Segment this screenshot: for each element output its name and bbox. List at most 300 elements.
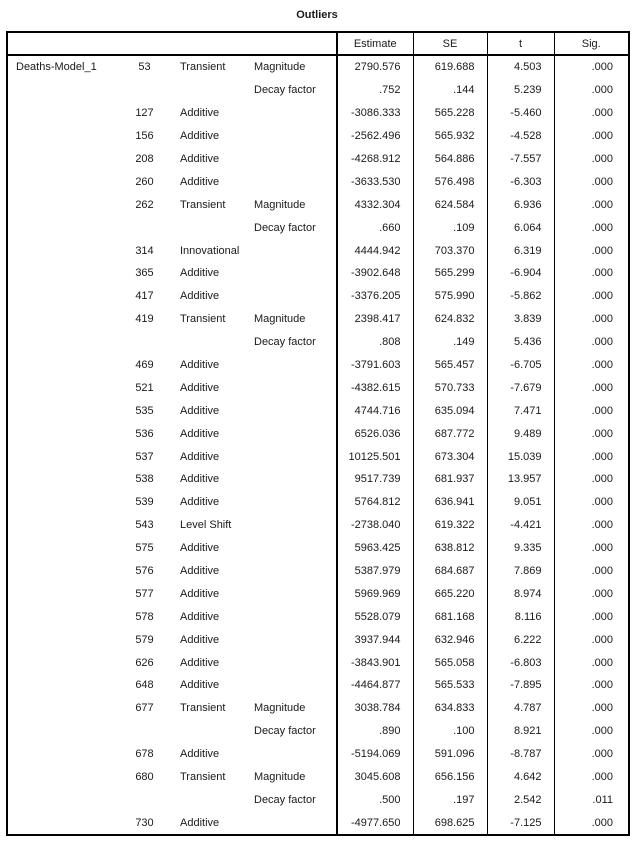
model-name-cell bbox=[7, 239, 111, 262]
se-cell: 565.932 bbox=[413, 125, 487, 148]
outlier-type-cell: Additive bbox=[180, 565, 220, 578]
table-row bbox=[7, 605, 629, 628]
outlier-type-cell: Additive bbox=[180, 473, 220, 486]
parameter-cell: Magnitude bbox=[254, 61, 306, 74]
parameter-cell bbox=[252, 376, 337, 399]
outlier-type-cell bbox=[178, 720, 252, 743]
t-cell: 2.542 bbox=[487, 789, 554, 812]
outlier-id-cell: 262 bbox=[135, 198, 154, 211]
parameter-cell bbox=[252, 354, 337, 377]
outlier-type-cell bbox=[178, 216, 252, 239]
model-name-cell bbox=[7, 537, 111, 560]
t-cell: 6.319 bbox=[487, 239, 554, 262]
outlier-id-cell: 314 bbox=[135, 244, 154, 257]
t-cell: 5.239 bbox=[487, 79, 554, 102]
outlier-id-cell: 579 bbox=[135, 633, 154, 646]
sig-cell: .000 bbox=[554, 811, 629, 835]
table-row bbox=[7, 720, 629, 743]
table-row bbox=[7, 170, 629, 193]
outlier-type-cell: Additive bbox=[180, 633, 220, 646]
t-cell: 9.489 bbox=[487, 422, 554, 445]
se-cell: 681.937 bbox=[413, 468, 487, 491]
se-cell: .109 bbox=[413, 216, 487, 239]
header-blank bbox=[7, 32, 337, 55]
se-cell: 687.772 bbox=[413, 422, 487, 445]
table-row bbox=[7, 468, 629, 491]
t-cell: -7.557 bbox=[487, 148, 554, 171]
model-name-cell bbox=[7, 285, 111, 308]
parameter-cell bbox=[252, 148, 337, 171]
t-cell: 5.436 bbox=[487, 331, 554, 354]
model-name-cell bbox=[7, 399, 111, 422]
parameter-cell bbox=[252, 262, 337, 285]
table-row bbox=[7, 239, 629, 262]
outlier-id-cell: 53 bbox=[138, 61, 151, 74]
se-cell: 703.370 bbox=[413, 239, 487, 262]
estimate-cell: -3843.901 bbox=[337, 651, 413, 674]
outlier-type-cell: Additive bbox=[180, 175, 220, 188]
se-cell: .144 bbox=[413, 79, 487, 102]
sig-cell: .000 bbox=[554, 537, 629, 560]
se-cell: 635.094 bbox=[413, 399, 487, 422]
table-row bbox=[7, 628, 629, 651]
sig-cell: .000 bbox=[554, 285, 629, 308]
outlier-type-cell bbox=[178, 789, 252, 812]
estimate-cell: 5528.079 bbox=[337, 605, 413, 628]
model-name-cell bbox=[7, 125, 111, 148]
sig-cell: .000 bbox=[554, 491, 629, 514]
col-header-t: t bbox=[487, 32, 554, 55]
model-name-cell bbox=[7, 376, 111, 399]
table-row bbox=[7, 514, 629, 537]
outlier-type-cell: Transient bbox=[180, 313, 226, 326]
outlier-id-cell: 260 bbox=[135, 175, 154, 188]
table-row bbox=[7, 285, 629, 308]
t-cell: 8.116 bbox=[487, 605, 554, 628]
model-name-cell bbox=[7, 262, 111, 285]
outlier-type-cell: Additive bbox=[180, 748, 220, 761]
model-name-cell bbox=[7, 628, 111, 651]
sig-cell: .000 bbox=[554, 514, 629, 537]
parameter-cell bbox=[252, 170, 337, 193]
parameter-cell bbox=[252, 399, 337, 422]
sig-cell: .011 bbox=[554, 789, 629, 812]
model-name-cell bbox=[7, 605, 111, 628]
sig-cell: .000 bbox=[554, 170, 629, 193]
model-name-cell bbox=[7, 674, 111, 697]
t-cell: 4.642 bbox=[487, 766, 554, 789]
parameter-cell bbox=[252, 582, 337, 605]
table-row bbox=[7, 262, 629, 285]
table-row bbox=[7, 537, 629, 560]
se-cell: 673.304 bbox=[413, 445, 487, 468]
outlier-id-cell: 208 bbox=[135, 153, 154, 165]
estimate-cell: -5194.069 bbox=[337, 743, 413, 766]
estimate-cell: .500 bbox=[337, 789, 413, 812]
t-cell: -4.528 bbox=[487, 125, 554, 148]
model-name-cell bbox=[7, 743, 111, 766]
model-name-cell: Deaths-Model_1 bbox=[16, 61, 97, 74]
t-cell: -7.895 bbox=[487, 674, 554, 697]
t-cell: 4.503 bbox=[487, 55, 554, 79]
se-cell: .149 bbox=[413, 331, 487, 354]
t-cell: 15.039 bbox=[487, 445, 554, 468]
outlier-type-cell: Level Shift bbox=[180, 519, 232, 532]
parameter-cell bbox=[252, 537, 337, 560]
outlier-type-cell: Additive bbox=[180, 587, 220, 600]
sig-cell: .000 bbox=[554, 376, 629, 399]
outlier-id-cell: 576 bbox=[135, 565, 154, 578]
outlier-id-cell: 680 bbox=[135, 771, 154, 784]
model-name-cell bbox=[7, 514, 111, 537]
model-name-cell bbox=[7, 331, 111, 354]
model-name-cell bbox=[7, 651, 111, 674]
model-name-cell bbox=[7, 811, 111, 835]
estimate-cell: 4744.716 bbox=[337, 399, 413, 422]
outlier-type-cell: Additive bbox=[180, 450, 220, 463]
outlier-type-cell: Additive bbox=[180, 427, 220, 440]
model-name-cell bbox=[7, 468, 111, 491]
sig-cell: .000 bbox=[554, 262, 629, 285]
se-cell: 656.156 bbox=[413, 766, 487, 789]
parameter-cell bbox=[252, 743, 337, 766]
header-row bbox=[7, 32, 629, 55]
table-row bbox=[7, 811, 629, 835]
table-row bbox=[7, 55, 629, 79]
table-row bbox=[7, 491, 629, 514]
estimate-cell: -2738.040 bbox=[337, 514, 413, 537]
outlier-type-cell: Additive bbox=[180, 656, 220, 669]
outlier-type-cell: Additive bbox=[180, 290, 220, 303]
table-row bbox=[7, 331, 629, 354]
model-name-cell bbox=[7, 216, 111, 239]
se-cell: 576.498 bbox=[413, 170, 487, 193]
table-row bbox=[7, 582, 629, 605]
model-name-cell bbox=[7, 491, 111, 514]
model-name-cell bbox=[7, 720, 111, 743]
outlier-type-cell: Additive bbox=[180, 381, 220, 394]
parameter-cell: Magnitude bbox=[254, 313, 306, 326]
outlier-type-cell: Additive bbox=[180, 404, 220, 417]
sig-cell: .000 bbox=[554, 582, 629, 605]
model-name-cell bbox=[7, 79, 111, 102]
outlier-id-cell: 127 bbox=[135, 107, 154, 120]
outlier-type-cell: Additive bbox=[180, 542, 220, 555]
outlier-id-cell: 730 bbox=[135, 816, 154, 829]
sig-cell: .000 bbox=[554, 239, 629, 262]
outlier-id-cell: 156 bbox=[135, 130, 154, 143]
estimate-cell: 3045.608 bbox=[337, 766, 413, 789]
estimate-cell: 3937.944 bbox=[337, 628, 413, 651]
outlier-id-cell: 543 bbox=[135, 519, 154, 532]
parameter-cell bbox=[252, 811, 337, 835]
model-name-cell bbox=[7, 308, 111, 331]
estimate-cell: -3791.603 bbox=[337, 354, 413, 377]
sig-cell: .000 bbox=[554, 766, 629, 789]
outlier-id-cell: 538 bbox=[135, 473, 154, 486]
model-name-cell bbox=[7, 193, 111, 216]
sig-cell: .000 bbox=[554, 193, 629, 216]
se-cell: 624.832 bbox=[413, 308, 487, 331]
outlier-type-cell: Additive bbox=[180, 496, 220, 509]
outlier-type-cell: Additive bbox=[180, 610, 220, 623]
table-title: Outliers bbox=[296, 9, 338, 21]
estimate-cell: -2562.496 bbox=[337, 125, 413, 148]
sig-cell: .000 bbox=[554, 216, 629, 239]
estimate-cell: 10125.501 bbox=[337, 445, 413, 468]
estimate-cell: .660 bbox=[337, 216, 413, 239]
t-cell: 9.051 bbox=[487, 491, 554, 514]
outlier-id-cell bbox=[111, 789, 178, 812]
table-row bbox=[7, 766, 629, 789]
estimate-cell: 6526.036 bbox=[337, 422, 413, 445]
outlier-type-cell: Transient bbox=[180, 771, 226, 784]
estimate-cell: .890 bbox=[337, 720, 413, 743]
model-name-cell bbox=[7, 445, 111, 468]
outlier-type-cell bbox=[178, 331, 252, 354]
parameter-cell: Decay factor bbox=[254, 336, 316, 349]
sig-cell: .000 bbox=[554, 445, 629, 468]
model-name-cell bbox=[7, 789, 111, 812]
table-row bbox=[7, 125, 629, 148]
parameter-cell: Magnitude bbox=[254, 198, 306, 211]
sig-cell: .000 bbox=[554, 125, 629, 148]
t-cell: -5.460 bbox=[487, 102, 554, 125]
table-row bbox=[7, 148, 629, 171]
se-cell: 681.168 bbox=[413, 605, 487, 628]
col-header-sig: Sig. bbox=[554, 32, 629, 55]
table-row bbox=[7, 674, 629, 697]
parameter-cell bbox=[252, 102, 337, 125]
estimate-cell: -4268.912 bbox=[337, 148, 413, 171]
table-row bbox=[7, 743, 629, 766]
estimate-cell: 4332.304 bbox=[337, 193, 413, 216]
parameter-cell bbox=[252, 468, 337, 491]
outlier-type-cell: Transient bbox=[180, 702, 226, 715]
sig-cell: .000 bbox=[554, 560, 629, 583]
parameter-cell bbox=[252, 628, 337, 651]
t-cell: 4.787 bbox=[487, 697, 554, 720]
outlier-id-cell bbox=[111, 216, 178, 239]
se-cell: 591.096 bbox=[413, 743, 487, 766]
parameter-cell bbox=[252, 422, 337, 445]
outlier-id-cell bbox=[111, 720, 178, 743]
parameter-cell: Decay factor bbox=[254, 84, 316, 97]
outlier-id-cell: 537 bbox=[135, 450, 154, 463]
estimate-cell: -3633.530 bbox=[337, 170, 413, 193]
model-name-cell bbox=[7, 697, 111, 720]
t-cell: -7.125 bbox=[487, 811, 554, 835]
outlier-id-cell: 536 bbox=[135, 427, 154, 440]
parameter-cell: Decay factor bbox=[254, 221, 316, 234]
table-row bbox=[7, 308, 629, 331]
estimate-cell: 5764.812 bbox=[337, 491, 413, 514]
t-cell: -6.705 bbox=[487, 354, 554, 377]
t-cell: 13.957 bbox=[487, 468, 554, 491]
table-row bbox=[7, 216, 629, 239]
outlier-id-cell: 521 bbox=[135, 381, 154, 394]
model-name-cell bbox=[7, 422, 111, 445]
t-cell: -6.303 bbox=[487, 170, 554, 193]
outlier-type-cell: Innovational bbox=[180, 244, 240, 257]
estimate-cell: 5963.425 bbox=[337, 537, 413, 560]
t-cell: -6.904 bbox=[487, 262, 554, 285]
se-cell: 698.625 bbox=[413, 811, 487, 835]
estimate-cell: 5387.979 bbox=[337, 560, 413, 583]
table-row bbox=[7, 193, 629, 216]
estimate-cell: 3038.784 bbox=[337, 697, 413, 720]
parameter-cell: Decay factor bbox=[254, 793, 316, 806]
outlier-id-cell bbox=[111, 331, 178, 354]
se-cell: 565.457 bbox=[413, 354, 487, 377]
sig-cell: .000 bbox=[554, 605, 629, 628]
sig-cell: .000 bbox=[554, 628, 629, 651]
se-cell: 575.990 bbox=[413, 285, 487, 308]
model-name-cell bbox=[7, 582, 111, 605]
outlier-id-cell: 648 bbox=[135, 679, 154, 692]
table-row bbox=[7, 399, 629, 422]
se-cell: 564.886 bbox=[413, 148, 487, 171]
table-row bbox=[7, 376, 629, 399]
se-cell: 565.299 bbox=[413, 262, 487, 285]
se-cell: 565.533 bbox=[413, 674, 487, 697]
outlier-type-cell bbox=[178, 79, 252, 102]
t-cell: -4.421 bbox=[487, 514, 554, 537]
outlier-id-cell: 678 bbox=[135, 748, 154, 761]
estimate-cell: 2790.576 bbox=[337, 55, 413, 79]
t-cell: 6.064 bbox=[487, 216, 554, 239]
outlier-type-cell: Transient bbox=[180, 198, 226, 211]
estimate-cell: .808 bbox=[337, 331, 413, 354]
sig-cell: .000 bbox=[554, 651, 629, 674]
table-row bbox=[7, 102, 629, 125]
t-cell: 8.974 bbox=[487, 582, 554, 605]
outlier-id-cell: 417 bbox=[135, 290, 154, 303]
sig-cell: .000 bbox=[554, 720, 629, 743]
outlier-type-cell: Additive bbox=[180, 153, 220, 165]
t-cell: 6.222 bbox=[487, 628, 554, 651]
estimate-cell: -4464.877 bbox=[337, 674, 413, 697]
sig-cell: .000 bbox=[554, 468, 629, 491]
parameter-cell bbox=[252, 514, 337, 537]
t-cell: 6.936 bbox=[487, 193, 554, 216]
se-cell: 624.584 bbox=[413, 193, 487, 216]
se-cell: 636.941 bbox=[413, 491, 487, 514]
sig-cell: .000 bbox=[554, 674, 629, 697]
model-name-cell bbox=[7, 560, 111, 583]
estimate-cell: 5969.969 bbox=[337, 582, 413, 605]
estimate-cell: -3376.205 bbox=[337, 285, 413, 308]
outlier-type-cell: Additive bbox=[180, 816, 220, 829]
outlier-id-cell: 365 bbox=[135, 267, 154, 280]
table-row bbox=[7, 445, 629, 468]
estimate-cell: .752 bbox=[337, 79, 413, 102]
outlier-id-cell: 575 bbox=[135, 542, 154, 555]
sig-cell: .000 bbox=[554, 55, 629, 79]
parameter-cell bbox=[252, 560, 337, 583]
parameter-cell bbox=[252, 445, 337, 468]
outlier-id-cell: 577 bbox=[135, 587, 154, 600]
se-cell: 665.220 bbox=[413, 582, 487, 605]
se-cell: 565.228 bbox=[413, 102, 487, 125]
estimate-cell: -4977.650 bbox=[337, 811, 413, 835]
outlier-type-cell: Additive bbox=[180, 267, 220, 280]
se-cell: 638.812 bbox=[413, 537, 487, 560]
outlier-type-cell: Additive bbox=[180, 107, 220, 120]
se-cell: 632.946 bbox=[413, 628, 487, 651]
table-row bbox=[7, 560, 629, 583]
t-cell: 7.471 bbox=[487, 399, 554, 422]
outlier-type-cell: Additive bbox=[180, 130, 220, 143]
se-cell: .197 bbox=[413, 789, 487, 812]
model-name-cell bbox=[7, 354, 111, 377]
table-row bbox=[7, 789, 629, 812]
sig-cell: .000 bbox=[554, 148, 629, 171]
sig-cell: .000 bbox=[554, 697, 629, 720]
outlier-id-cell: 535 bbox=[135, 404, 154, 417]
parameter-cell: Magnitude bbox=[254, 771, 306, 784]
sig-cell: .000 bbox=[554, 399, 629, 422]
outlier-id-cell: 626 bbox=[135, 656, 154, 669]
se-cell: 570.733 bbox=[413, 376, 487, 399]
se-cell: 619.688 bbox=[413, 55, 487, 79]
table-row bbox=[7, 354, 629, 377]
table-row bbox=[7, 697, 629, 720]
parameter-cell bbox=[252, 285, 337, 308]
parameter-cell bbox=[252, 491, 337, 514]
model-name-cell bbox=[7, 148, 111, 171]
t-cell: 8.921 bbox=[487, 720, 554, 743]
sig-cell: .000 bbox=[554, 331, 629, 354]
model-name-cell bbox=[7, 766, 111, 789]
outlier-id-cell: 419 bbox=[135, 313, 154, 326]
sig-cell: .000 bbox=[554, 308, 629, 331]
t-cell: -8.787 bbox=[487, 743, 554, 766]
estimate-cell: -3086.333 bbox=[337, 102, 413, 125]
outlier-id-cell: 578 bbox=[135, 610, 154, 623]
t-cell: -6.803 bbox=[487, 651, 554, 674]
estimate-cell: -4382.615 bbox=[337, 376, 413, 399]
table-row bbox=[7, 651, 629, 674]
outlier-id-cell bbox=[111, 79, 178, 102]
col-header-estimate: Estimate bbox=[337, 32, 413, 55]
sig-cell: .000 bbox=[554, 743, 629, 766]
parameter-cell: Decay factor bbox=[254, 725, 316, 738]
parameter-cell bbox=[252, 674, 337, 697]
table-row bbox=[7, 79, 629, 102]
parameter-cell bbox=[252, 239, 337, 262]
t-cell: -7.679 bbox=[487, 376, 554, 399]
outliers-table bbox=[6, 31, 630, 836]
t-cell: -5.862 bbox=[487, 285, 554, 308]
sig-cell: .000 bbox=[554, 79, 629, 102]
parameter-cell bbox=[252, 651, 337, 674]
estimate-cell: 4444.942 bbox=[337, 239, 413, 262]
outlier-id-cell: 469 bbox=[135, 359, 154, 372]
se-cell: 634.833 bbox=[413, 697, 487, 720]
table-body bbox=[7, 55, 629, 835]
sig-cell: .000 bbox=[554, 422, 629, 445]
outlier-id-cell: 677 bbox=[135, 702, 154, 715]
t-cell: 7.869 bbox=[487, 560, 554, 583]
col-header-se: SE bbox=[413, 32, 487, 55]
estimate-cell: 9517.739 bbox=[337, 468, 413, 491]
outlier-type-cell: Additive bbox=[180, 359, 220, 372]
model-name-cell bbox=[7, 170, 111, 193]
sig-cell: .000 bbox=[554, 102, 629, 125]
model-name-cell bbox=[7, 102, 111, 125]
outlier-type-cell: Additive bbox=[180, 679, 220, 692]
